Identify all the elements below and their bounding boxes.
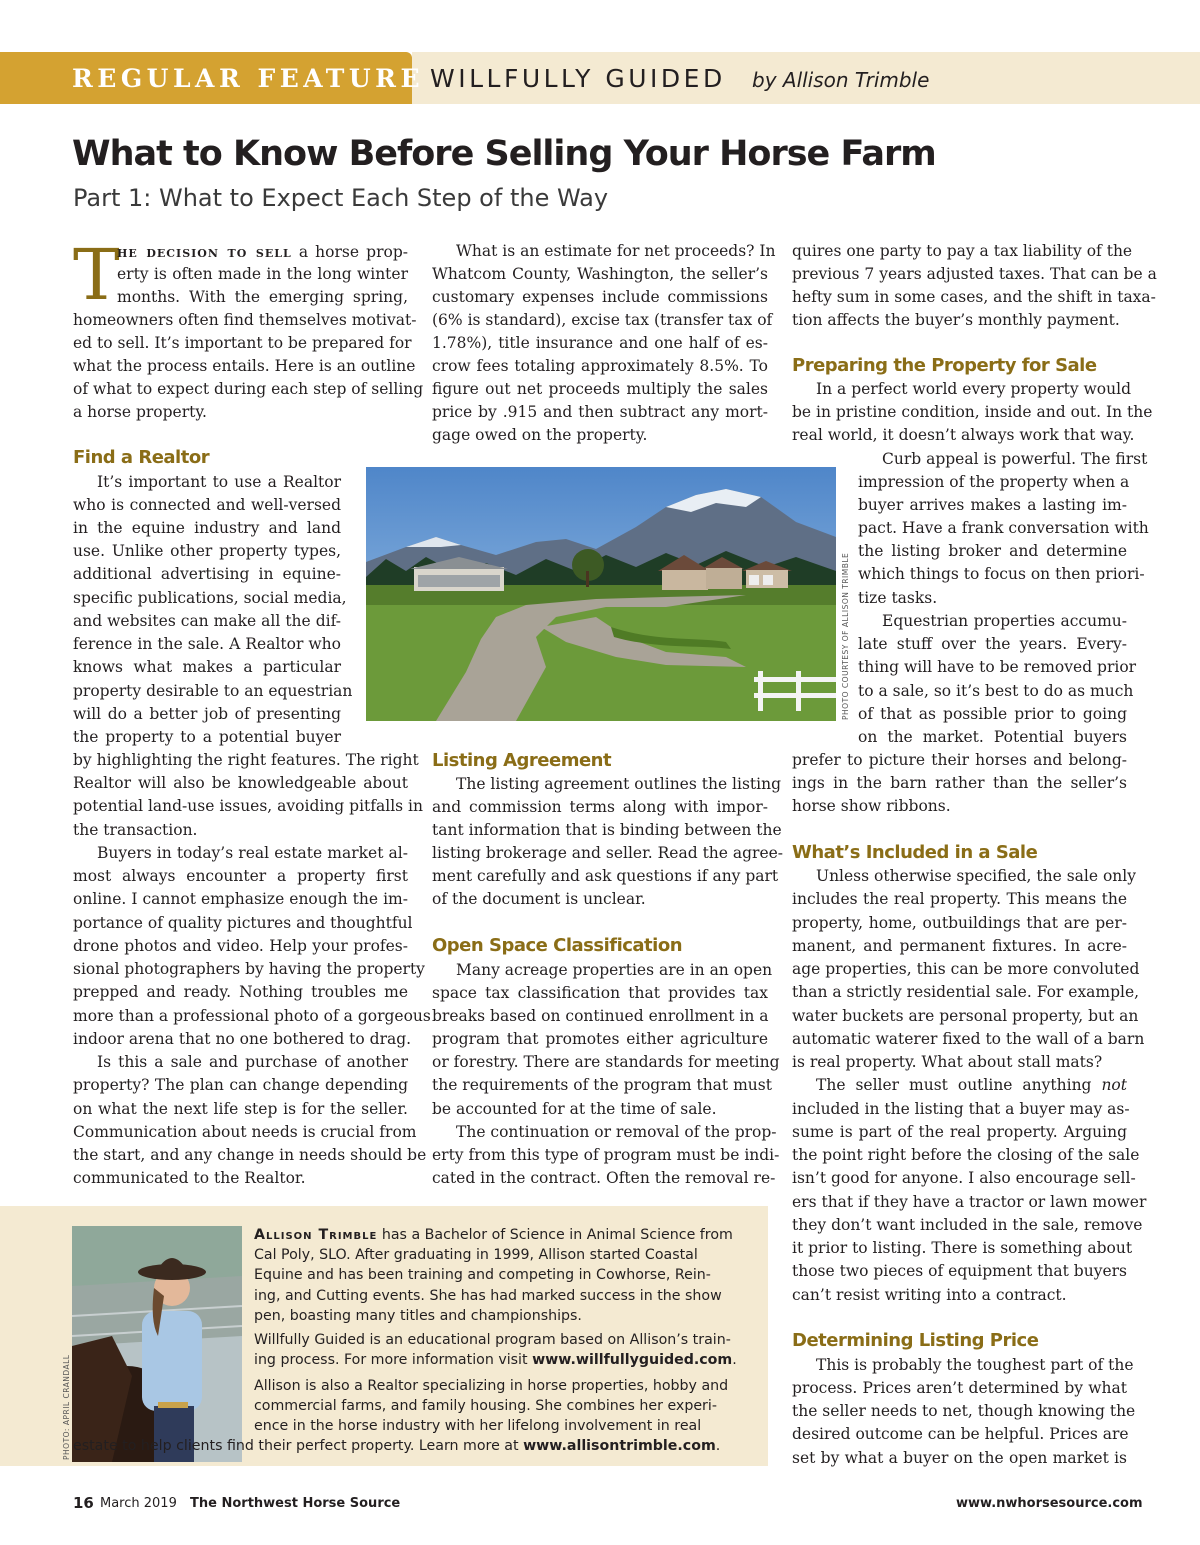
publication-website[interactable]: www.nwhorsesource.com	[956, 1496, 1143, 1511]
text-line: the start, and any change in needs should be	[73, 1146, 427, 1164]
text-line: set by what a buyer on the open market is	[792, 1449, 1127, 1467]
text-line: be in pristine condition, inside and out. In the	[792, 403, 1153, 421]
text-line: drone photos and video. Help your profes-	[73, 937, 408, 955]
text-line: What is an estimate for net proceeds? In	[456, 242, 776, 260]
horse-farm-photo	[366, 467, 836, 721]
text-line: which things to focus on then priori-	[858, 565, 1145, 583]
text-line: ference in the sale. A Realtor who	[73, 635, 341, 653]
intro-line: of what to expect during each step of selling	[73, 380, 424, 398]
text-line: to a sale, so it’s best to do as much	[858, 682, 1134, 700]
text-line: Unless otherwise specified, the sale only	[816, 867, 1136, 885]
bio-line: Willfully Guided is an educational program based on Allison’s train-	[254, 1332, 731, 1348]
intro-first-line: he decision to sell a horse prop-	[117, 242, 408, 261]
text-line: who is connected and well-versed	[73, 496, 341, 514]
intro-line: what the process entails. Here is an outline	[73, 357, 416, 375]
text-line: This is probably the toughest part of the	[816, 1356, 1134, 1374]
text-line: on what the next life step is for the seller.	[73, 1100, 408, 1118]
bio-line: pen, boasting many titles and championships.	[254, 1308, 582, 1324]
bio-line: Cal Poly, SLO. After graduating in 1999, Allison started Coastal	[254, 1247, 698, 1263]
text-line: program that promotes either agriculture	[432, 1030, 768, 1048]
text-line: most always encounter a property first	[73, 867, 408, 885]
text-line: tant information that is binding between the	[432, 821, 782, 839]
text-line: by highlighting the right features. The right	[73, 751, 419, 769]
drop-cap: T	[73, 234, 120, 316]
text-line: the seller needs to net, though knowing the	[792, 1402, 1136, 1420]
text-line: price by .915 and then subtract any mort-	[432, 403, 768, 421]
text-line: includes the real property. This means the	[792, 890, 1127, 908]
text-line: on the market. Potential buyers	[858, 728, 1127, 746]
author-portrait-illustration	[72, 1226, 242, 1462]
heading-listing-price: Determining Listing Price	[792, 1330, 1039, 1351]
text-line: manent, and permanent fixtures. In acre-	[792, 937, 1127, 955]
intro-line: erty is often made in the long winter	[117, 265, 408, 283]
text-line: can’t resist writing into a contract.	[792, 1286, 1067, 1304]
text-line: or forestry. There are standards for meeting	[432, 1053, 780, 1071]
intro-line: ed to sell. It’s important to be prepared for	[73, 334, 412, 352]
text-line: erty from this type of program must be indi-	[432, 1146, 780, 1164]
text-line: the transaction.	[73, 821, 198, 839]
text-line: age properties, this can be more convoluted	[792, 960, 1140, 978]
text-line: tize tasks.	[858, 589, 938, 607]
text-line: the listing broker and determine	[858, 542, 1127, 560]
text-line: isn’t good for anyone. I also encourage sell-	[792, 1169, 1136, 1187]
bio-line: Equine and has been training and competing in Cowhorse, Rein-	[254, 1267, 711, 1283]
text-line: 1.78%), title insurance and one half of es-	[432, 334, 768, 352]
bio-line: Allison is also a Realtor specializing in horse properties, hobby and	[254, 1378, 729, 1394]
text-line: knows what makes a particular	[73, 658, 341, 676]
text-line: included in the listing that a buyer may as-	[792, 1100, 1130, 1118]
bio-line: ence in the horse industry with her lifelong involvement in real	[254, 1418, 702, 1434]
bio-line: ing process. For more information visit www.willfullyguided.com.	[254, 1352, 737, 1368]
text-line: online. I cannot emphasize enough the im-	[73, 890, 408, 908]
text-line: those two pieces of equipment that buyers	[792, 1262, 1127, 1280]
text-line: space tax classification that provides tax	[432, 984, 768, 1002]
text-line: prepped and ready. Nothing troubles me	[73, 983, 408, 1001]
text-line: Whatcom County, Washington, the seller’s	[432, 265, 768, 283]
text-line: cated in the contract. Often the removal re-	[432, 1169, 776, 1187]
intro-line: months. With the emerging spring,	[117, 288, 408, 306]
text-line: buyer arrives makes a lasting im-	[858, 496, 1127, 514]
text-line: ings in the barn rather than the seller’s	[792, 774, 1127, 792]
text-line: be accounted for at the time of sale.	[432, 1100, 717, 1118]
text-line: they don’t want included in the sale, remove	[792, 1216, 1143, 1234]
text-line: property? The plan can change depending	[73, 1076, 408, 1094]
text-line: and websites can make all the dif-	[73, 612, 341, 630]
text-line: Many acreage properties are in an open	[456, 961, 773, 979]
text-line: Equestrian properties accumu-	[882, 612, 1127, 630]
text-line: specific publications, social media,	[73, 589, 347, 607]
heading-open-space: Open Space Classification	[432, 935, 683, 956]
willfullyguided-link[interactable]: www.willfullyguided.com	[532, 1352, 733, 1368]
byline: by Allison Trimble	[752, 68, 930, 92]
bio-line: commercial farms, and family housing. She combines her experi-	[254, 1398, 717, 1414]
publication-name: The Northwest Horse Source	[190, 1496, 401, 1511]
text-line: indoor arena that no one bothered to drag.	[73, 1030, 412, 1048]
text-line: Buyers in today’s real estate market al-	[97, 844, 408, 862]
intro-line: homeowners often find themselves motivat-	[73, 311, 417, 329]
heading-listing-agreement: Listing Agreement	[432, 750, 612, 771]
text-line: sume is part of the real property. Arguing	[792, 1123, 1127, 1141]
text-line: ment carefully and ask questions if any part	[432, 867, 779, 885]
text-line: water buckets are personal property, but an	[792, 1007, 1139, 1025]
text-line: previous 7 years adjusted taxes. That can be a	[792, 265, 1157, 283]
text-line: The listing agreement outlines the listing	[456, 775, 782, 793]
section-tag-box	[0, 52, 425, 104]
text-line: process. Prices aren’t determined by what	[792, 1379, 1127, 1397]
text-line: tion affects the buyer’s monthly payment.	[792, 311, 1120, 329]
text-line: breaks based on continued enrollment in a	[432, 1007, 769, 1025]
text-line: horse show ribbons.	[792, 797, 951, 815]
text-line: listing brokerage and seller. Read the agree-	[432, 844, 784, 862]
allisontrimble-link[interactable]: www.allisontrimble.com	[523, 1438, 716, 1454]
page-number: 16	[73, 1494, 94, 1512]
text-line: it prior to listing. There is something about	[792, 1239, 1133, 1257]
text-line: pact. Have a frank conversation with	[858, 519, 1149, 537]
text-line: figure out net proceeds multiply the sales	[432, 380, 768, 398]
column-name: WILLFULLY GUIDED	[430, 64, 726, 93]
text-line: is real property. What about stall mats?	[792, 1053, 1103, 1071]
text-line: the point right before the closing of the sale	[792, 1146, 1140, 1164]
text-line: late stuff over the years. Every-	[858, 635, 1127, 653]
text-line: use. Unlike other property types,	[73, 542, 341, 560]
text-line: hefty sum in some cases, and the shift in taxa-	[792, 288, 1156, 306]
photo-credit: PHOTO COURTESY OF ALLISON TRIMBLE	[841, 552, 850, 720]
text-line: prefer to picture their horses and belong-	[792, 751, 1127, 769]
text-line: The continuation or removal of the prop-	[456, 1123, 777, 1141]
horse-farm-illustration	[366, 467, 836, 721]
bio-line: Allison Trimble has a Bachelor of Science in Animal Science from	[254, 1227, 733, 1243]
heading-preparing: Preparing the Property for Sale	[792, 355, 1097, 376]
bio-line: ing, and Cutting events. She has had marked success in the show	[254, 1288, 722, 1304]
text-line: sional photographers by having the property	[73, 960, 425, 978]
heading-find-realtor: Find a Realtor	[73, 447, 210, 468]
text-line: It’s important to use a Realtor	[97, 473, 341, 491]
text-line: in the equine industry and land	[73, 519, 341, 537]
text-line: Curb appeal is powerful. The first	[882, 450, 1148, 468]
text-line: automatic waterer fixed to the wall of a barn	[792, 1030, 1145, 1048]
text-line: ers that if they have a tractor or lawn mower	[792, 1193, 1147, 1211]
text-line: In a perfect world every property would	[816, 380, 1132, 398]
text-line: more than a professional photo of a gorgeous	[73, 1007, 431, 1025]
feature-header-bar	[0, 52, 1200, 104]
text-line: property desirable to an equestrian	[73, 682, 353, 700]
text-line: property, home, outbuildings that are per-	[792, 914, 1127, 932]
text-line: the property to a potential buyer	[73, 728, 341, 746]
text-line: the requirements of the program that must	[432, 1076, 772, 1094]
author-photo-credit: PHOTO: APRIL CRANDALL	[62, 1354, 71, 1460]
text-line: Realtor will also be knowledgeable about	[73, 774, 408, 792]
text-line: Is this a sale and purchase of another	[97, 1053, 408, 1071]
text-line: portance of quality pictures and thoughtful	[73, 914, 413, 932]
text-line: communicated to the Realtor.	[73, 1169, 306, 1187]
text-line: customary expenses include commissions	[432, 288, 768, 306]
text-line: than a strictly residential sale. For example,	[792, 983, 1140, 1001]
text-line: and commission terms along with impor-	[432, 798, 768, 816]
text-line: real world, it doesn’t always work that way.	[792, 426, 1135, 444]
text-line: desired outcome can be helpful. Prices are	[792, 1425, 1129, 1443]
author-photo	[72, 1226, 242, 1462]
article-subtitle: Part 1: What to Expect Each Step of the Way	[73, 184, 609, 212]
text-line: will do a better job of presenting	[73, 705, 341, 723]
text-line: of that as possible prior to going	[858, 705, 1127, 723]
intro-line: a horse property.	[73, 403, 207, 421]
text-line: of the document is unclear.	[432, 890, 646, 908]
text-line: impression of the property when a	[858, 473, 1130, 491]
text-line: quires one party to pay a tax liability of the	[792, 242, 1133, 260]
text-line: potential land-use issues, avoiding pitfalls in	[73, 797, 423, 815]
text-line: thing will have to be removed prior	[858, 658, 1137, 676]
text-line: additional advertising in equine-	[73, 565, 341, 583]
heading-whats-included: What’s Included in a Sale	[792, 842, 1038, 863]
text-line: (6% is standard), excise tax (transfer tax of	[432, 311, 773, 329]
article-title: What to Know Before Selling Your Horse Farm	[72, 134, 936, 174]
text-line: The seller must outline anything not	[816, 1076, 1127, 1094]
bio-line: estate to help clients find their perfect property. Learn more at www.allisontrimble.com.	[73, 1438, 721, 1454]
text-line: Communication about needs is crucial from	[73, 1123, 417, 1141]
text-line: crow fees totaling approximately 8.5%. To	[432, 357, 768, 375]
issue-date: March 2019	[100, 1496, 177, 1511]
section-tag: REGULAR FEATURE	[72, 64, 425, 93]
text-line: gage owed on the property.	[432, 426, 648, 444]
